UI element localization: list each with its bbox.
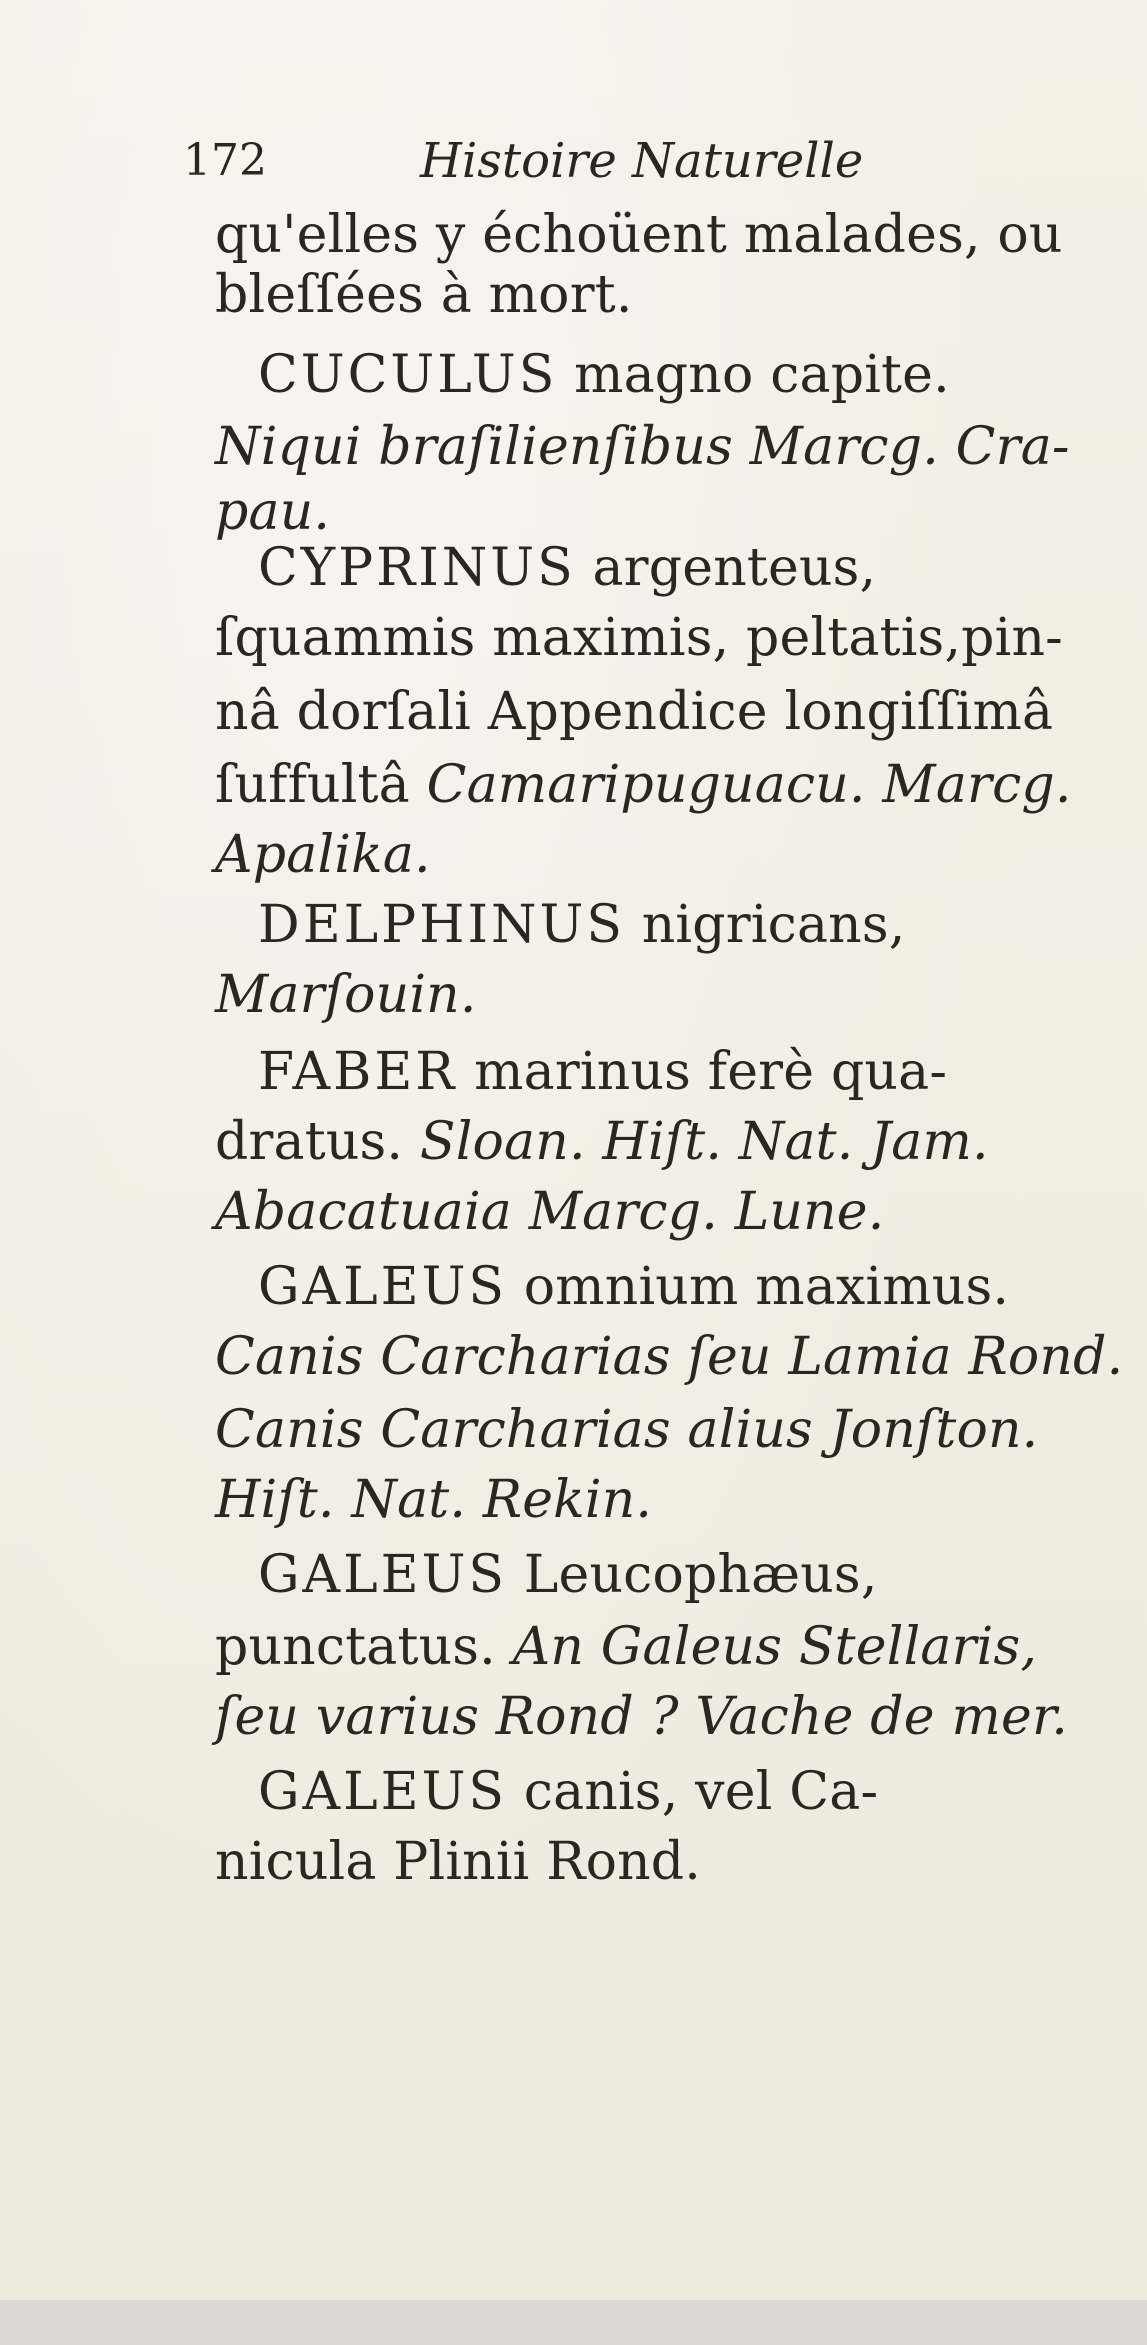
text-line: ſquammis maximis, peltatis,pin- [215, 608, 1063, 668]
entry-galeus-2: GALEUS Leucophæus, [258, 1545, 878, 1605]
text-line: Canis Carcharias ſeu Lamia Rond. [215, 1327, 1124, 1387]
entry-galeus-3: GALEUS canis, vel Ca- [258, 1762, 879, 1822]
text-line: ſuffultâ Camaripuguacu. Marcg. [215, 755, 1072, 815]
text-line: qu'elles y échoüent malades, ou [215, 205, 1063, 265]
entry-galeus-1: GALEUS omnium maximus. [258, 1257, 1010, 1317]
entry-headword: FABER [258, 1042, 458, 1102]
text-line: pau. [215, 482, 331, 542]
text-line: Marſouin. [215, 965, 477, 1025]
text-line: Abacatuaia Marcg. Lune. [215, 1182, 885, 1242]
text-line: dratus. Sloan. Hiſt. Nat. Jam. [215, 1112, 989, 1172]
text-line: Apalika. [215, 825, 431, 885]
text-line: Hiſt. Nat. Rekin. [215, 1470, 653, 1530]
entry-headword: GALEUS [258, 1257, 508, 1317]
text-line: Niqui braſilienſibus Marcg. Cra- [215, 417, 1070, 477]
entry-headword: DELPHINUS [258, 895, 626, 955]
entry-cuculus: CUCULUS magno capite. [258, 345, 950, 405]
text-line: nâ dorſali Appendice longiſſimâ [215, 682, 1054, 742]
scan-bottom-edge [0, 2300, 1147, 2345]
running-title: Histoire Naturelle [420, 133, 864, 189]
entry-headword: CYPRINUS [258, 538, 576, 598]
entry-headword: GALEUS [258, 1545, 508, 1605]
page-number: 172 [183, 135, 267, 186]
entry-cyprinus: CYPRINUS argenteus, [258, 538, 877, 598]
text-line: punctatus. An Galeus Stellaris, [215, 1617, 1038, 1677]
entry-faber: FABER marinus ferè qua- [258, 1042, 948, 1102]
entry-delphinus: DELPHINUS nigricans, [258, 895, 906, 955]
entry-headword: GALEUS [258, 1762, 508, 1822]
entry-headword: CUCULUS [258, 345, 558, 405]
text-line: Canis Carcharias alius Jonſton. [215, 1400, 1039, 1460]
text-line: ſeu varius Rond ? Vache de mer. [215, 1687, 1069, 1747]
text-line: nicula Plinii Rond. [215, 1832, 701, 1892]
text-line: bleſſées à mort. [215, 265, 633, 325]
